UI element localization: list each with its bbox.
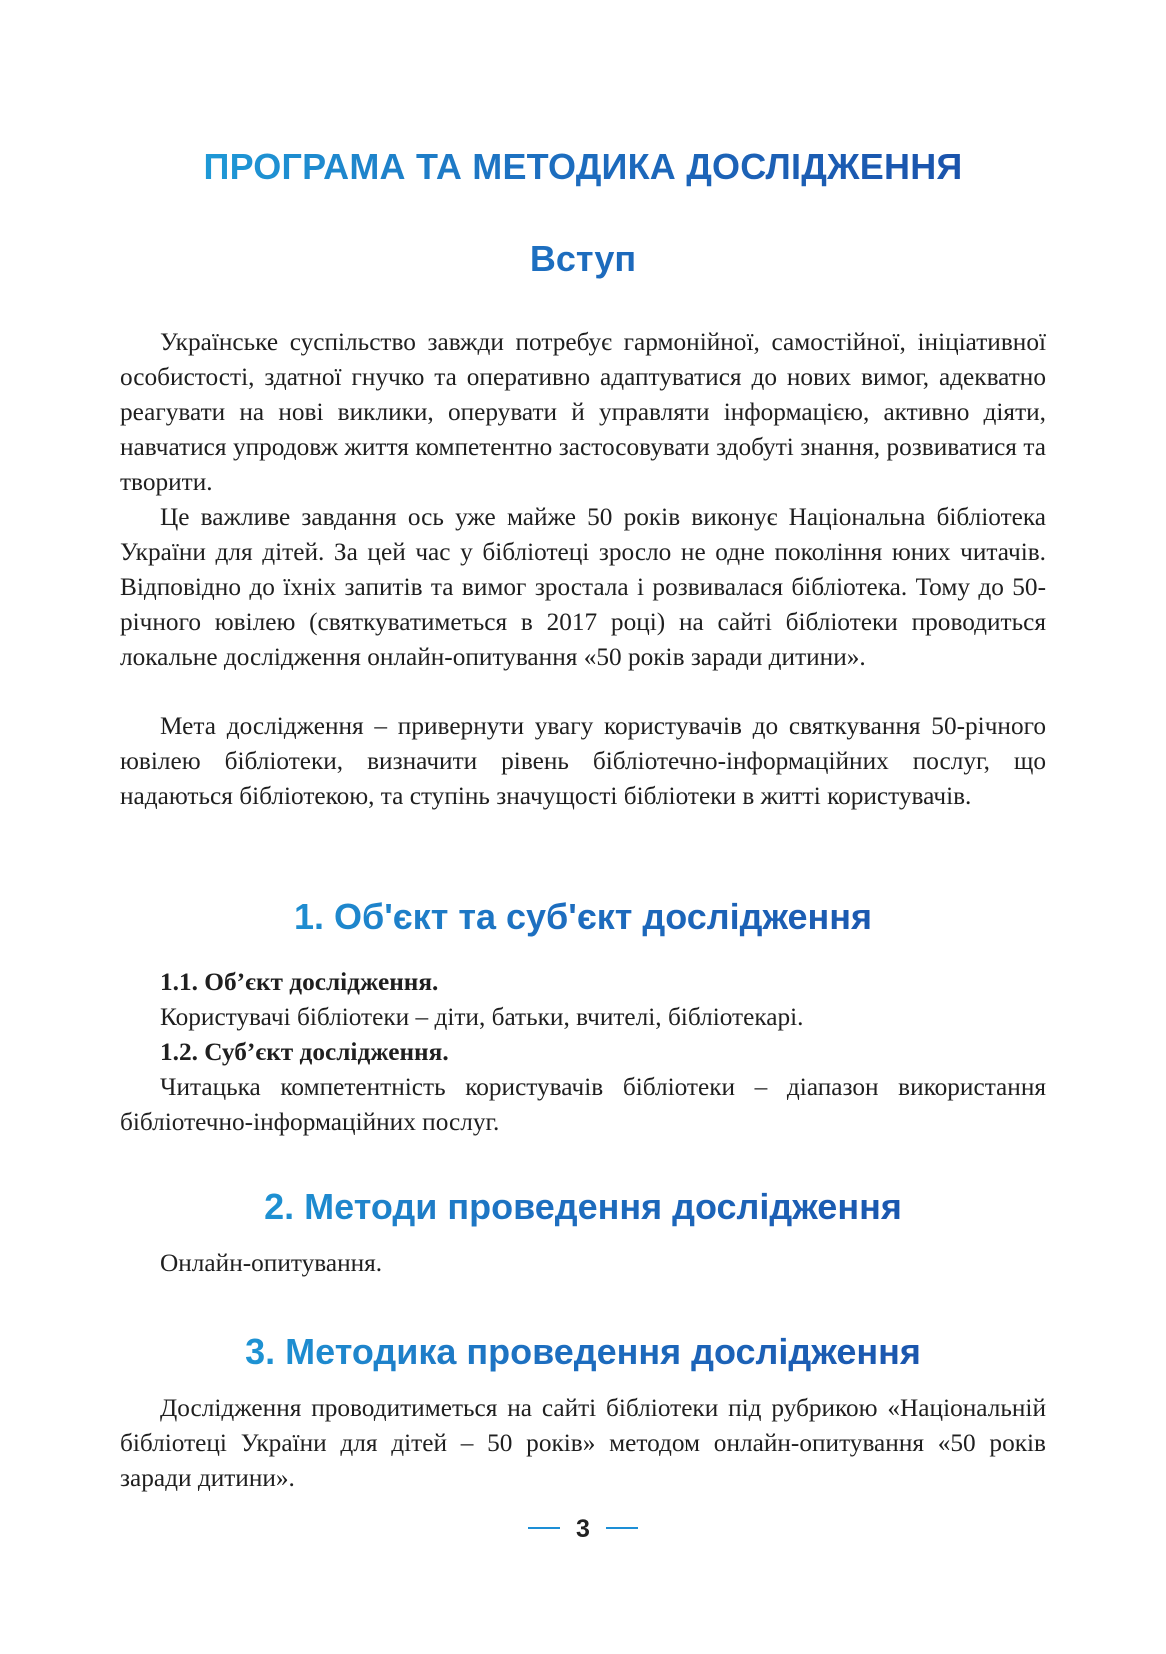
section-3-heading: 3. Методика проведення дослідження xyxy=(120,1331,1046,1373)
document-page xyxy=(120,0,1046,1654)
intro-paragraph-2: Це важливе завдання ось уже майже 50 років виконує Національна бібліотека України для дітей. За цей час у бібліотеці зросло не одне покоління юних читачів. Відповідно до їхніх запитів та вимог зростала і розвивалася бібліотека. Тому до 50-річного ювілею (святкуватиметься в 2017 році) на сайті бібліотеки проводиться локальне дослідження онлайн-опитування «50 років заради дитини». xyxy=(120,503,1046,671)
intro-paragraph-1: Українське суспільство завжди потребує гармонійної, самостійної, ініціативної особистості, здатної гнучко та оперативно адаптуватися до нових вимог, адекватно реагувати на нові виклики, оперувати й управляти інформацією, активно діяти, навчатися упродовж життя компетентно застосовувати здобуті знання, розвиватися та творити. xyxy=(120,328,1046,496)
subject-text: Читацька компетентність користувачів бібліотеки – діапазон використання бібліотечно-інформаційних послуг. xyxy=(120,1073,1046,1136)
page-number-right-dash xyxy=(606,1527,638,1529)
section-2-heading: 2. Методи проведення дослідження xyxy=(120,1186,1046,1228)
section-3-text: Дослідження проводитиметься на сайті бібліотеки під рубрикою «Національній бібліотеці України для дітей – 50 років» методом онлайн-опитування «50 років заради дитини». xyxy=(120,1394,1046,1492)
intro-paragraph-3: Мета дослідження – привернути увагу користувачів до святкування 50-річного ювілею бібліотеки, визначити рівень бібліотечно-інформаційних послуг, що надаються бібліотекою, та ступінь значущості бібліотеки в житті користувачів. xyxy=(120,712,1046,810)
page-number-left-dash xyxy=(528,1527,560,1529)
intro-heading: Вступ xyxy=(120,238,1046,280)
section-1-heading: 1. Об'єкт та суб'єкт дослідження xyxy=(120,896,1046,938)
page-title: ПРОГРАМА ТА МЕТОДИКА ДОСЛІДЖЕННЯ xyxy=(120,146,1046,188)
page-number-footer xyxy=(120,1515,1046,1544)
object-subheading: 1.1. Об’єкт дослідження. xyxy=(160,968,439,996)
subject-subheading: 1.2. Суб’єкт дослідження. xyxy=(160,1038,449,1066)
page-number: 3 xyxy=(576,1515,590,1543)
object-text: Користувачі бібліотеки – діти, батьки, вчителі, бібліотекарі. xyxy=(160,1003,804,1031)
section-2-text: Онлайн-опитування. xyxy=(160,1249,383,1277)
